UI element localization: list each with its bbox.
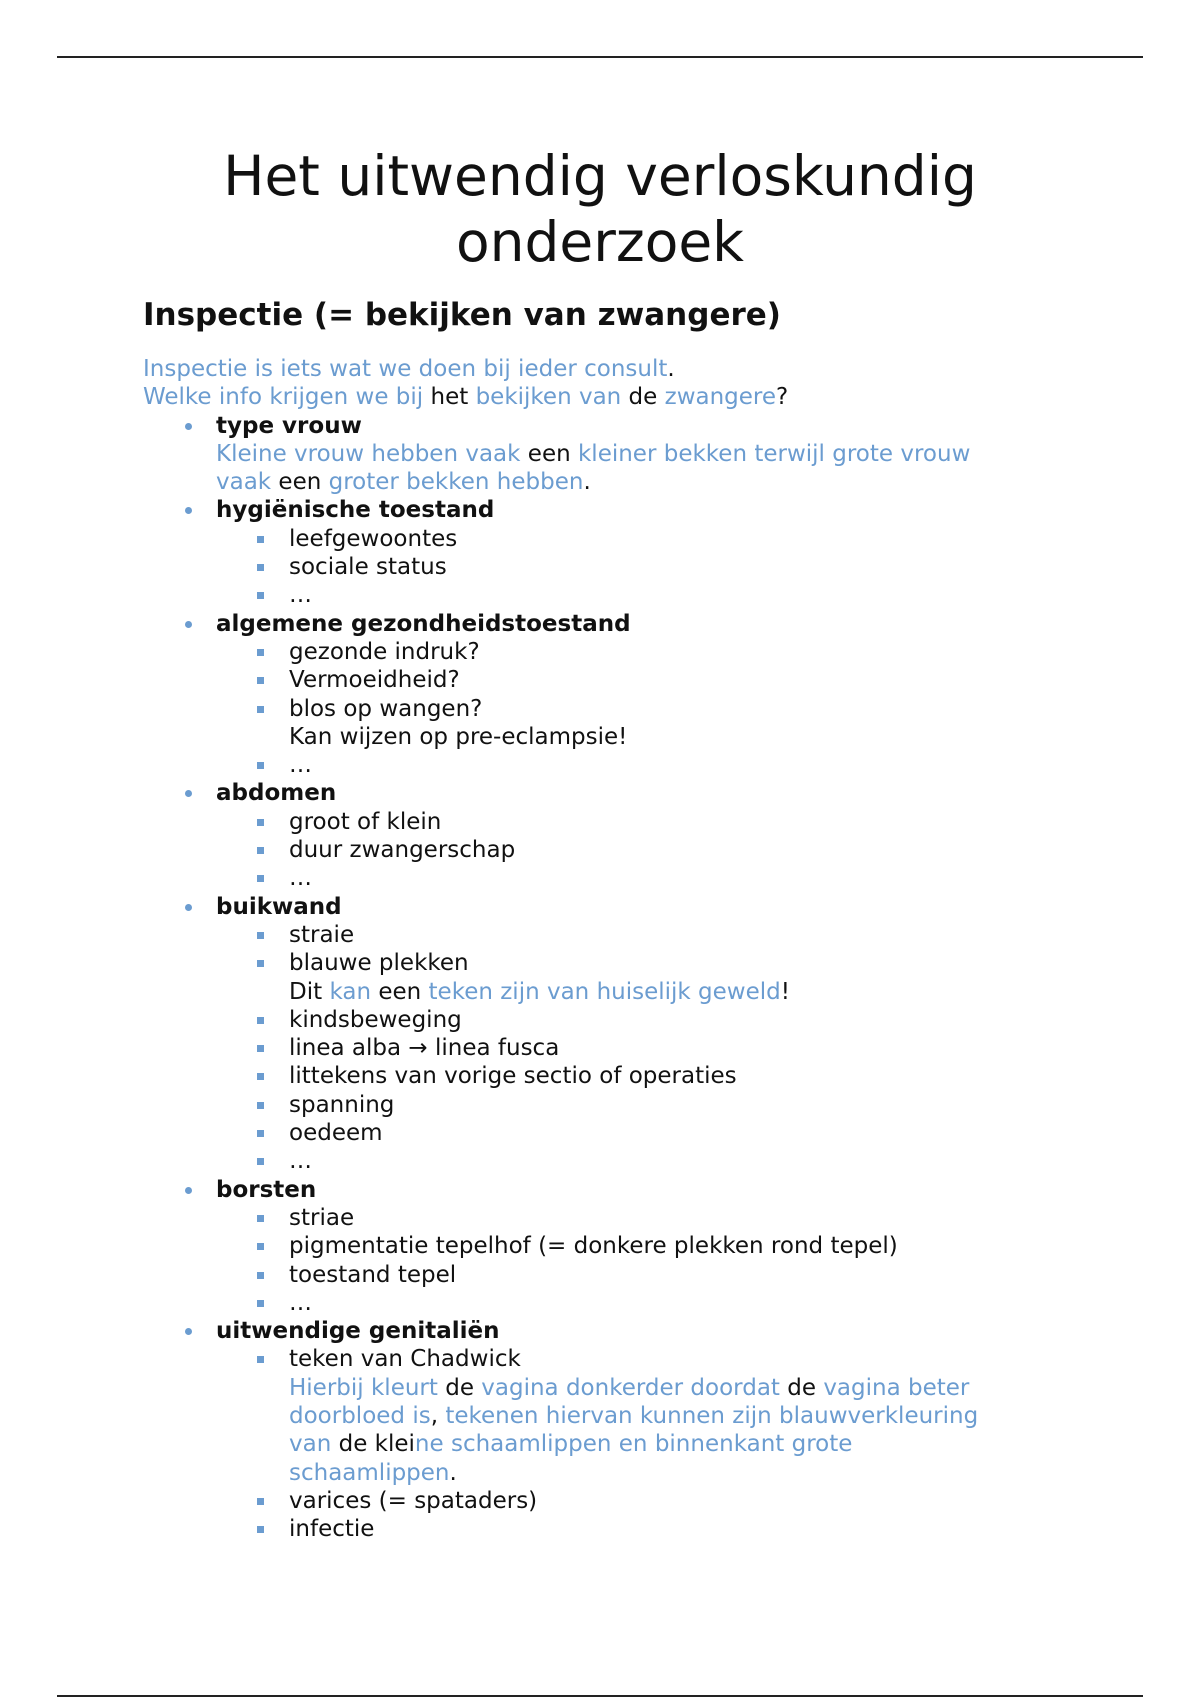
intro-line-2 [143, 383, 1043, 411]
list-item-borsten [143, 1176, 1043, 1317]
list-item-note [216, 440, 1043, 497]
top-rule [57, 56, 1143, 58]
sub-list-item: pigmentatie tepelhof (= donkere plekken rond tepel) [216, 1232, 1043, 1260]
text-highlight: schaamlippen [289, 1459, 450, 1486]
text-highlight: vagina beter [823, 1374, 970, 1401]
sub-list-item: gezonde indruk? [216, 638, 1043, 666]
text-highlight: Kleine vrouw hebben vaak [216, 440, 521, 467]
sub-list [216, 1345, 1043, 1543]
text: Dit [289, 978, 330, 1005]
sub-list-item-text: teken van Chadwick [289, 1346, 521, 1373]
list-item-title: type vrouw [216, 412, 362, 439]
sub-list-item: spanning [216, 1091, 1043, 1119]
intro-line-1 [143, 355, 1043, 383]
document-body [143, 355, 1043, 1543]
text: de [621, 384, 665, 411]
text-highlight: kan [329, 978, 372, 1005]
sub-list-item: oedeem [216, 1119, 1043, 1147]
sub-list [216, 638, 1043, 779]
sub-list-item: straie [216, 921, 1043, 949]
sub-list-item-note: Kan wijzen op pre-eclampsie! [289, 723, 628, 750]
list-item-title: abdomen [216, 780, 337, 807]
text-highlight: vaak [216, 469, 272, 496]
text-highlight: vagina donkerder doordat [481, 1374, 780, 1401]
list-item-title: hygiënische toestand [216, 497, 495, 524]
sub-list-item: varices (= spataders) [216, 1487, 1043, 1515]
text: ! [780, 978, 790, 1005]
text-highlight: zwangere [664, 384, 777, 411]
list-item-title: algemene gezondheidstoestand [216, 610, 631, 637]
sub-list [216, 808, 1043, 893]
text: de klei [331, 1431, 415, 1458]
text-highlight: teken zijn van huiselijk geweld [428, 978, 781, 1005]
text: . [667, 356, 675, 382]
sub-list-item: … [216, 864, 1043, 892]
list-item-title: borsten [216, 1176, 317, 1203]
text-highlight: van [289, 1431, 332, 1458]
sub-list-item-text: blos op wangen? [289, 695, 483, 722]
sub-list-item: sociale status [216, 553, 1043, 581]
sub-list [216, 921, 1043, 1176]
page-title-line-1: Het uitwendig verloskundig [223, 144, 977, 208]
sub-list-item: infectie [216, 1515, 1043, 1543]
sub-list [216, 525, 1043, 610]
text: , [430, 1402, 446, 1429]
sub-list-item [216, 1345, 1043, 1486]
main-list [143, 412, 1043, 1544]
sub-list-item: … [216, 581, 1043, 609]
text-highlight: Hierbij kleurt [289, 1374, 438, 1401]
sub-list-item: … [216, 1289, 1043, 1317]
text-highlight: tekenen hiervan kunnen zijn blauwverkleuring [445, 1402, 979, 1429]
text-highlight: Inspectie is iets wat we doen bij ieder consult [143, 356, 668, 382]
list-item-gezondheid [143, 610, 1043, 780]
sub-list-item: Vermoeidheid? [216, 666, 1043, 694]
text-highlight: bekijken van [475, 384, 622, 411]
text: een [371, 978, 429, 1005]
sub-list-item: kindsbeweging [216, 1006, 1043, 1034]
sub-list-item-note [289, 978, 1043, 1006]
sub-list-item: … [216, 751, 1043, 779]
list-item-title: uitwendige genitaliën [216, 1318, 500, 1345]
text: de [779, 1374, 824, 1401]
sub-list-item [216, 695, 1043, 752]
text-highlight: kleiner bekken terwijl grote vrouw [577, 440, 971, 467]
section-heading: Inspectie (= bekijken van zwangere) [143, 297, 781, 333]
text-highlight: ne schaamlippen en binnenkant grote [414, 1431, 853, 1458]
page-title-line-2: onderzoek [455, 210, 745, 274]
sub-list-item-text: blauwe plekken [289, 950, 469, 977]
text: . [583, 469, 591, 496]
sub-list-item: duur zwangerschap [216, 836, 1043, 864]
text: . [449, 1459, 457, 1486]
sub-list-item-note [289, 1374, 1043, 1487]
list-item-type-vrouw [143, 412, 1043, 497]
list-item-title: buikwand [216, 893, 342, 920]
text: een [520, 440, 578, 467]
text-highlight: doorbloed is [289, 1402, 431, 1429]
text: het [423, 384, 476, 411]
text-highlight: groter bekken hebben [328, 469, 584, 496]
text: de [437, 1374, 482, 1401]
text: een [271, 469, 329, 496]
text-highlight: Welke info krijgen we bij [143, 384, 424, 411]
sub-list-item [216, 949, 1043, 1006]
bottom-rule [57, 1695, 1143, 1697]
sub-list-item: linea alba → linea fusca [216, 1034, 1043, 1062]
list-item-buikwand [143, 893, 1043, 1176]
sub-list-item: groot of klein [216, 808, 1043, 836]
list-item-abdomen [143, 779, 1043, 892]
sub-list-item: leefgewoontes [216, 525, 1043, 553]
list-item-hygiene [143, 496, 1043, 609]
text: ? [776, 384, 789, 411]
sub-list-item: toestand tepel [216, 1261, 1043, 1289]
sub-list-item: … [216, 1147, 1043, 1175]
list-item-genitalien [143, 1317, 1043, 1543]
sub-list-item: littekens van vorige sectio of operaties [216, 1062, 1043, 1090]
sub-list [216, 1204, 1043, 1317]
sub-list-item: striae [216, 1204, 1043, 1232]
